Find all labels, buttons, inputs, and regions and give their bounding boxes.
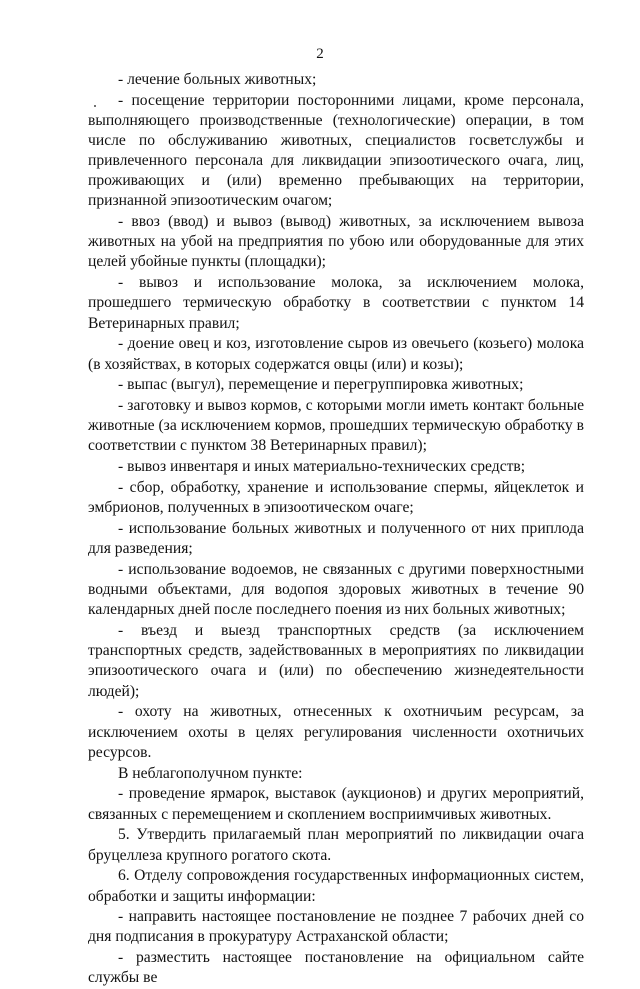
paragraph-prosecutor: - направить настоящее постановление не позднее 7 рабочих дней со дня подписания в прокуратуру Астраханской области; xyxy=(88,908,584,946)
paragraph-item-6: 6. Отделу сопровождения государственных информационных систем, обработки и защиты информации: xyxy=(88,867,584,905)
paragraph-feed: - заготовку и вывоз кормов, с которыми могли иметь контакт больные животные (за исключением кормов, прошедших термическую обработку в соответствии с пунктом 38 Ветеринарных правил); xyxy=(88,397,584,455)
paragraph-inventory: - вывоз инвентаря и иных материально-технических средств; xyxy=(118,458,526,476)
paragraph-vehicles: - въезд и выезд транспортных средств (за исключением транспортных средств, задействованных в мероприятиях по ликвидации эпизоотического очага и (или) по обеспечению жизнедеятельности людей); xyxy=(88,622,584,700)
paragraph-item-5: 5. Утвердить прилагаемый план мероприятий по ликвидации очага бруцеллеза крупного рогатого скота. xyxy=(88,826,584,864)
paragraph-grazing: - выпас (выгул), перемещение и перегруппировка животных; xyxy=(118,376,524,394)
paragraph-visits: - посещение территории посторонними лицами, кроме персонала, выполняющего производственные (технологические) операции, в том числе по обслуживанию животных, специалистов госветслужбы и привлеченного персонала для ликвидации эпизоотического очага, лиц, проживающих и (или) временно пребывающих на территории, признанной эпизоотическим очагом; xyxy=(88,91,584,210)
paragraph-breeding: - использование больных животных и полученного от них приплода для разведения; xyxy=(88,520,584,558)
document-body xyxy=(88,70,584,989)
page-number: 2 xyxy=(316,46,324,62)
paragraph-website: - разместить настоящее постановление на официальном сайте службы ве xyxy=(88,949,584,987)
paragraph-animal-transport: - ввоз (ввод) и вывоз (вывод) животных, за исключением вывоза животных на убой на предприятия по убою или оборудованные для этих целей убойные пункты (площадки); xyxy=(88,213,584,271)
paragraph-water-bodies: - использование водоемов, не связанных с другими поверхностными водными объектами, для водопоя здоровых животных в течение 90 календарных дней после последнего поения из них больных животных; xyxy=(88,561,584,619)
paragraph-milk: - вывоз и использование молока, за исключением молока, прошедшего термическую обработку в соответствии с пунктом 14 Ветеринарных правил; xyxy=(88,274,584,332)
paragraph-unfavorable-point: В неблагополучном пункте: xyxy=(118,764,303,782)
paragraph-treatment: - лечение больных животных; xyxy=(118,71,317,88)
paragraph-fairs: - проведение ярмарок, выставок (аукционов) и других мероприятий, связанных с перемещением и скоплением восприимчивых животных. xyxy=(88,785,584,823)
paragraph-genetic-material: - сбор, обработку, хранение и использование спермы, яйцеклеток и эмбрионов, полученных в эпизоотическом очаге; xyxy=(88,479,584,517)
paragraph-milking: - доение овец и коз, изготовление сыров из овечьего (козьего) молока (в хозяйствах, в которых содержатся овцы (или) и козы); xyxy=(88,335,584,373)
paragraph-hunting: - охоту на животных, отнесенных к охотничьим ресурсам, за исключением охоты в целях регулирования численности охотничьих ресурсов. xyxy=(88,703,584,761)
